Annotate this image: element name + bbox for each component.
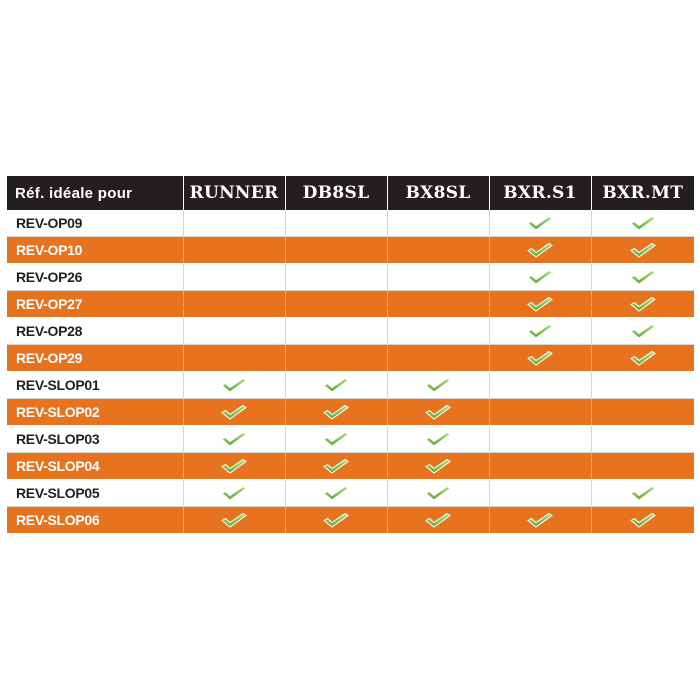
compat-cell: [183, 480, 285, 507]
compat-cell: [285, 372, 387, 399]
checkmark-icon: [630, 242, 656, 258]
compat-cell: [591, 480, 694, 507]
compat-cell: [591, 426, 694, 453]
checkmark-icon: [221, 404, 247, 420]
compat-cell: [591, 372, 694, 399]
column-header-bxr-mt: BXR.MT: [591, 176, 694, 210]
compat-cell: [489, 210, 591, 237]
compat-cell: [183, 237, 285, 264]
compat-cell: [591, 507, 694, 534]
checkmark-icon: [527, 350, 553, 366]
compat-cell: [387, 237, 489, 264]
compat-cell: [489, 480, 591, 507]
compat-cell: [387, 210, 489, 237]
row-ref-label: REV-OP10: [7, 237, 183, 264]
compat-cell: [183, 372, 285, 399]
table-body: [7, 210, 694, 534]
compat-cell: [591, 345, 694, 372]
table-row: [7, 480, 694, 507]
row-ref-label: REV-SLOP02: [7, 399, 183, 426]
compat-cell: [285, 237, 387, 264]
table-row: [7, 345, 694, 372]
checkmark-icon: [630, 323, 656, 339]
table-row: [7, 264, 694, 291]
row-ref-label: REV-SLOP01: [7, 372, 183, 399]
compat-cell: [387, 453, 489, 480]
compat-cell: [285, 291, 387, 318]
checkmark-icon: [527, 323, 553, 339]
compat-cell: [591, 318, 694, 345]
checkmark-icon: [425, 431, 451, 447]
compat-cell: [387, 372, 489, 399]
checkmark-icon: [630, 269, 656, 285]
compat-cell: [387, 426, 489, 453]
row-ref-label: REV-SLOP05: [7, 480, 183, 507]
checkmark-icon: [323, 485, 349, 501]
checkmark-icon: [527, 512, 553, 528]
checkmark-icon: [221, 377, 247, 393]
checkmark-icon: [323, 512, 349, 528]
column-header-bx8sl: BX8SL: [387, 176, 489, 210]
ref-column-header: Réf. idéale pour: [7, 176, 183, 210]
compat-cell: [489, 426, 591, 453]
checkmark-icon: [323, 431, 349, 447]
table-row: [7, 291, 694, 318]
compat-cell: [489, 291, 591, 318]
checkmark-icon: [527, 296, 553, 312]
compat-cell: [183, 399, 285, 426]
compat-cell: [489, 318, 591, 345]
row-ref-label: REV-SLOP03: [7, 426, 183, 453]
table-row: [7, 210, 694, 237]
checkmark-icon: [221, 458, 247, 474]
checkmark-icon: [527, 215, 553, 231]
compat-cell: [387, 264, 489, 291]
checkmark-icon: [425, 485, 451, 501]
compat-cell: [591, 399, 694, 426]
column-header-db8sl: DB8SL: [285, 176, 387, 210]
table-row: [7, 507, 694, 534]
compat-cell: [285, 264, 387, 291]
table-row: [7, 453, 694, 480]
checkmark-icon: [527, 242, 553, 258]
row-ref-label: REV-OP26: [7, 264, 183, 291]
row-ref-label: REV-OP09: [7, 210, 183, 237]
row-ref-label: REV-SLOP06: [7, 507, 183, 534]
compat-cell: [489, 345, 591, 372]
table-row: [7, 237, 694, 264]
row-ref-label: REV-OP28: [7, 318, 183, 345]
compat-cell: [489, 507, 591, 534]
checkmark-icon: [630, 512, 656, 528]
checkmark-icon: [425, 377, 451, 393]
compat-cell: [591, 453, 694, 480]
compat-cell: [387, 318, 489, 345]
compat-cell: [489, 453, 591, 480]
row-ref-label: REV-OP27: [7, 291, 183, 318]
compat-cell: [285, 345, 387, 372]
checkmark-icon: [425, 404, 451, 420]
compat-cell: [285, 318, 387, 345]
checkmark-icon: [425, 458, 451, 474]
compat-cell: [183, 426, 285, 453]
checkmark-icon: [425, 512, 451, 528]
compat-cell: [387, 291, 489, 318]
compat-cell: [591, 291, 694, 318]
checkmark-icon: [221, 431, 247, 447]
compat-cell: [489, 372, 591, 399]
compat-cell: [591, 264, 694, 291]
compat-cell: [183, 318, 285, 345]
row-ref-label: REV-OP29: [7, 345, 183, 372]
checkmark-icon: [323, 377, 349, 393]
compatibility-table: [7, 176, 694, 534]
compat-cell: [591, 237, 694, 264]
compat-cell: [183, 507, 285, 534]
compat-cell: [387, 345, 489, 372]
compat-cell: [285, 453, 387, 480]
compat-cell: [285, 426, 387, 453]
checkmark-icon: [527, 269, 553, 285]
compat-cell: [285, 480, 387, 507]
checkmark-icon: [630, 296, 656, 312]
checkmark-icon: [323, 458, 349, 474]
compat-cell: [387, 399, 489, 426]
table-row: [7, 399, 694, 426]
table-row: [7, 372, 694, 399]
compat-cell: [183, 210, 285, 237]
checkmark-icon: [630, 485, 656, 501]
row-ref-label: REV-SLOP04: [7, 453, 183, 480]
checkmark-icon: [630, 215, 656, 231]
checkmark-icon: [221, 485, 247, 501]
compat-cell: [183, 453, 285, 480]
compat-cell: [285, 210, 387, 237]
compat-cell: [489, 237, 591, 264]
compat-cell: [183, 264, 285, 291]
compat-cell: [591, 210, 694, 237]
checkmark-icon: [221, 512, 247, 528]
compat-cell: [489, 399, 591, 426]
compat-cell: [183, 345, 285, 372]
column-header-bxr-s1: BXR.S1: [489, 176, 591, 210]
table-row: [7, 426, 694, 453]
column-header-runner: RUNNER: [183, 176, 285, 210]
compat-cell: [285, 399, 387, 426]
checkmark-icon: [630, 350, 656, 366]
compat-cell: [285, 507, 387, 534]
compat-cell: [183, 291, 285, 318]
checkmark-icon: [323, 404, 349, 420]
compat-cell: [387, 507, 489, 534]
compat-cell: [387, 480, 489, 507]
header-row: [7, 176, 694, 210]
compat-cell: [489, 264, 591, 291]
table-row: [7, 318, 694, 345]
